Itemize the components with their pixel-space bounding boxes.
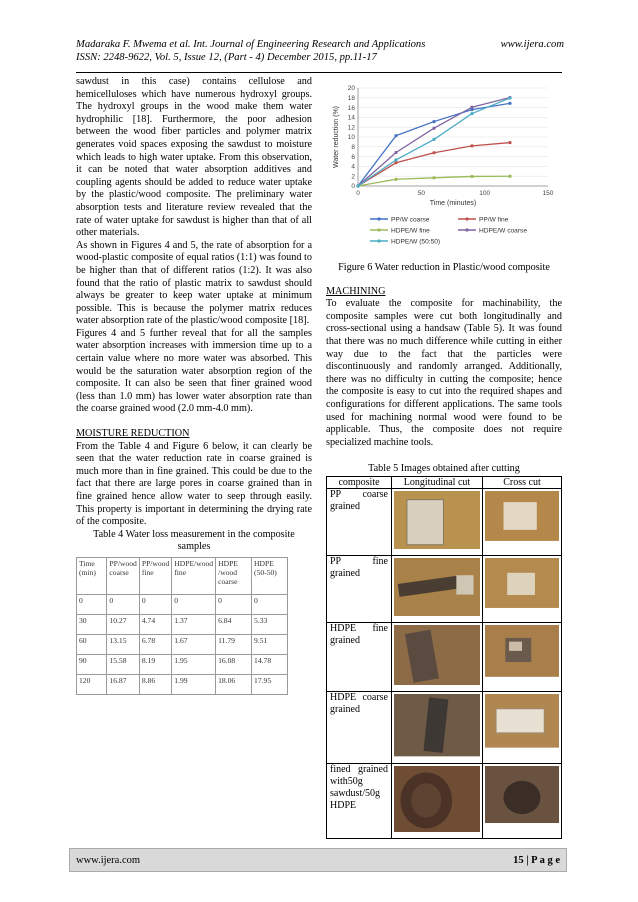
x-tick-label: 50	[417, 190, 425, 197]
table5-caption: Table 5 Images obtained after cutting	[368, 463, 520, 475]
x-axis-label: Time (minutes)	[429, 200, 477, 207]
table-row	[327, 692, 562, 763]
data-point	[432, 138, 435, 141]
x-tick-label: 150	[542, 190, 554, 197]
legend-label: PP/W fine	[479, 216, 509, 224]
longitudinal-cut-image	[394, 766, 480, 833]
data-point	[470, 106, 473, 109]
chart-grid	[358, 88, 548, 186]
cross-cut-image	[485, 625, 559, 677]
longitudinal-cut-image	[394, 694, 480, 756]
data-point	[432, 120, 435, 123]
data-point	[394, 134, 397, 137]
x-tick-label: 100	[479, 190, 491, 197]
table4-caption: Table 4 Water loss measurement in the composite samples	[93, 528, 295, 553]
table4-cell: 8.86	[139, 674, 171, 694]
table-row	[77, 614, 288, 634]
table4-header: HDPE/wood fine	[172, 557, 216, 594]
table5-header: composite	[327, 476, 392, 488]
table4-cell: 0	[77, 594, 107, 614]
table4-header: Time (min)	[77, 557, 107, 594]
chart-legend	[370, 216, 527, 245]
table5-label: fined grained with50g sawdust/50g HDPE	[327, 763, 392, 839]
y-tick-label: 14	[347, 114, 355, 122]
table4-cell: 8.19	[139, 654, 171, 674]
table4-cell: 90	[77, 654, 107, 674]
legend-label: PP/W coarse	[391, 216, 430, 224]
cross-cut-image	[485, 558, 559, 608]
header-website: www.ijera.com	[500, 39, 564, 50]
table5-label: PP coarse grained	[327, 488, 392, 555]
longitudinal-cut-photo	[392, 623, 483, 692]
table4-cell: 5.33	[252, 614, 288, 634]
left-paragraph-2: As shown in Figures 4 and 5, the rate of absorption for a wood-plastic composite of equal ratios (1:1) was found to be higher than that of different ratios (1:2). It was also found that the ratio of plastic matrix to sawdust should always be greater to keep water uptake at minimum possible. This is because the polymer matrix reduces water absorption rate of the plastic/wood composite [18].	[76, 239, 312, 327]
data-point	[394, 161, 397, 164]
page-footer	[69, 848, 567, 872]
longitudinal-cut-photo	[392, 763, 483, 839]
table4-cell: 15.58	[107, 654, 139, 674]
table-row	[77, 654, 288, 674]
longitudinal-cut-photo	[392, 555, 483, 622]
header-authors: Madaraka F. Mwema et al. Int. Journal of Engineering Research and Applications	[76, 39, 426, 50]
table4-cell: 1.37	[172, 614, 216, 634]
table4-header: PP/wood coarse	[107, 557, 139, 594]
longitudinal-cut-photo	[392, 692, 483, 763]
longitudinal-cut-image	[394, 491, 480, 549]
table5-header: Longitudinal cut	[392, 476, 483, 488]
cross-cut-image	[485, 766, 559, 823]
y-tick-label: 12	[347, 124, 355, 132]
right-column	[326, 262, 562, 839]
data-point	[394, 178, 397, 181]
table4-header: PP/wood fine	[139, 557, 171, 594]
table4-cell: 18.06	[216, 674, 252, 694]
table4-cell: 120	[77, 674, 107, 694]
data-point	[394, 158, 397, 161]
data-point	[356, 184, 359, 187]
data-point	[432, 151, 435, 154]
y-tick-label: 20	[347, 85, 355, 93]
table-row	[77, 674, 288, 694]
y-axis-label: Water reduction (%)	[333, 106, 340, 168]
table4-cell: 4.74	[139, 614, 171, 634]
table4-cell: 6.84	[216, 614, 252, 634]
table4-cell: 0	[172, 594, 216, 614]
running-header	[76, 38, 564, 64]
y-tick-label: 4	[351, 163, 355, 171]
table5	[326, 476, 562, 839]
data-point	[508, 102, 511, 105]
table4-cell: 14.78	[252, 654, 288, 674]
table4-header: HDPE (50-50)	[252, 557, 288, 594]
longitudinal-cut-photo	[392, 488, 483, 555]
cross-cut-photo	[483, 555, 562, 622]
table4-cell: 13.15	[107, 634, 139, 654]
table4-cell: 60	[77, 634, 107, 654]
cross-cut-photo	[483, 763, 562, 839]
cross-cut-image	[485, 491, 559, 541]
legend-label: HDPE/W coarse	[479, 227, 527, 235]
table5-label: HDPE coarse grained	[327, 692, 392, 763]
table4-cell: 1.67	[172, 634, 216, 654]
chart-series	[356, 96, 511, 188]
data-point	[508, 96, 511, 99]
table4-cell: 0	[216, 594, 252, 614]
table4-cell: 0	[107, 594, 139, 614]
cross-cut-photo	[483, 692, 562, 763]
legend-marker	[465, 217, 468, 220]
legend-label: HDPE/W (50:50)	[391, 238, 441, 246]
table4-cell: 17.95	[252, 674, 288, 694]
y-tick-label: 0	[351, 183, 355, 191]
chart-axes	[348, 85, 554, 197]
y-tick-label: 18	[347, 95, 355, 102]
y-tick-label: 8	[351, 144, 355, 151]
table4	[76, 557, 288, 695]
table4-cell: 0	[139, 594, 171, 614]
table4-cell: 16.87	[107, 674, 139, 694]
data-point	[470, 175, 473, 178]
legend-marker	[377, 228, 380, 231]
y-tick-label: 16	[347, 104, 355, 112]
y-tick-label: 6	[351, 153, 355, 161]
table5-header: Cross cut	[483, 476, 562, 488]
y-tick-label: 10	[347, 134, 355, 142]
table4-cell: 1.95	[172, 654, 216, 674]
right-paragraph-1: To evaluate the composite for machinability, the composite samples were cut both longitudinally and cross-sectional using a handsaw (Table 5). It was found that there was no much difference while cutting in either way due to the fact that the particles were discontinuously and randomly arranged. Additionally, there was no difficulty in cutting the composite; hence the composite is easy to cut into the required shapes and configurations for different applications. The same tools used for machining normal wood were found to be applicable. Thus, the composite does not require specialized machine tools.	[326, 298, 562, 448]
left-paragraph-3: Figures 4 and 5 further reveal that for all the samples water absorption increases with immersion time up to a certain value where no more water was absorbed. This would be the saturation water absorption region of the composite. It can also be seen that finer grained wood (less than 1.0 mm) has lower water absorption rate than the coarse grained wood (2.0 mm-4.0 mm).	[76, 327, 312, 415]
cross-cut-image	[485, 694, 559, 748]
table4-header: HDPE /wood coarse	[216, 557, 252, 594]
left-paragraph-1: sawdust in this case) contains cellulose and hemicelluloses which have numerous hydroxyl groups. The hydroxyl groups in the wood make them water hydrophilic [18]. Furthermore, the poor adhesion between the wood fiber particles and polymer matrix generates void spaces exposing the sawdust to moisture which leads to high water uptake. From this observation, it can be noted that water absorption additives and coupling agents should be added to reduce water uptake by the plastic/wood composite. The preliminary water absorption tests and literature review revealed that the rate of water uptake for sawdust is higher than that of all other materials.	[76, 76, 312, 239]
table4-cell: 16.08	[216, 654, 252, 674]
longitudinal-cut-image	[394, 625, 480, 685]
data-point	[432, 176, 435, 179]
legend-marker	[465, 228, 468, 231]
water-reduction-chart-svg	[326, 76, 562, 262]
table-row	[327, 623, 562, 692]
data-point	[470, 112, 473, 115]
series-line	[358, 143, 510, 186]
table4-cell: 9.51	[252, 634, 288, 654]
x-tick-label: 0	[356, 190, 360, 197]
header-rule	[76, 72, 562, 73]
table4-cell: 0	[252, 594, 288, 614]
table4-cell: 6.78	[139, 634, 171, 654]
data-point	[470, 144, 473, 147]
table5-label: PP fine grained	[327, 555, 392, 622]
table4-cell: 1.99	[172, 674, 216, 694]
table4-cell: 11.79	[216, 634, 252, 654]
legend-marker	[377, 217, 380, 220]
legend-marker	[377, 239, 380, 242]
data-point	[508, 141, 511, 144]
cross-cut-photo	[483, 488, 562, 555]
data-point	[394, 151, 397, 154]
table-row	[77, 634, 288, 654]
table-row	[77, 594, 288, 614]
header-issn: ISSN: 2248-9622, Vol. 5, Issue 12, (Part - 4) December 2015, pp.11-17	[76, 52, 377, 63]
table5-label: HDPE fine grained	[327, 623, 392, 692]
footer-website: www.ijera.com	[76, 854, 141, 866]
cross-cut-photo	[483, 623, 562, 692]
footer-page-number: 15 | P a g e	[513, 854, 560, 866]
longitudinal-cut-image	[394, 558, 480, 616]
legend-label: HDPE/W fine	[391, 227, 430, 235]
data-point	[508, 175, 511, 178]
table4-cell: 10.27	[107, 614, 139, 634]
section-heading-machining: MACHINING	[326, 285, 386, 297]
figure-6-chart	[326, 76, 562, 262]
y-tick-label: 2	[351, 173, 355, 181]
section-heading-moisture-reduction: MOISTURE REDUCTION	[76, 428, 190, 440]
table-row	[327, 488, 562, 555]
left-column	[76, 76, 312, 695]
table4-cell: 30	[77, 614, 107, 634]
table-row	[327, 555, 562, 622]
data-point	[432, 127, 435, 130]
table-row	[327, 763, 562, 839]
left-paragraph-4: From the Table 4 and Figure 6 below, it can clearly be seen that the water reduction rate in coarse grained is much more than in fine grained. This could be due to the fact that there are large pores in coarse grained than in fine grained hence allow water to seep through easily. This property is important in determining the drying rate of the composite.	[76, 440, 312, 528]
figure-6-caption: Figure 6 Water reduction in Plastic/wood composite	[338, 262, 550, 273]
